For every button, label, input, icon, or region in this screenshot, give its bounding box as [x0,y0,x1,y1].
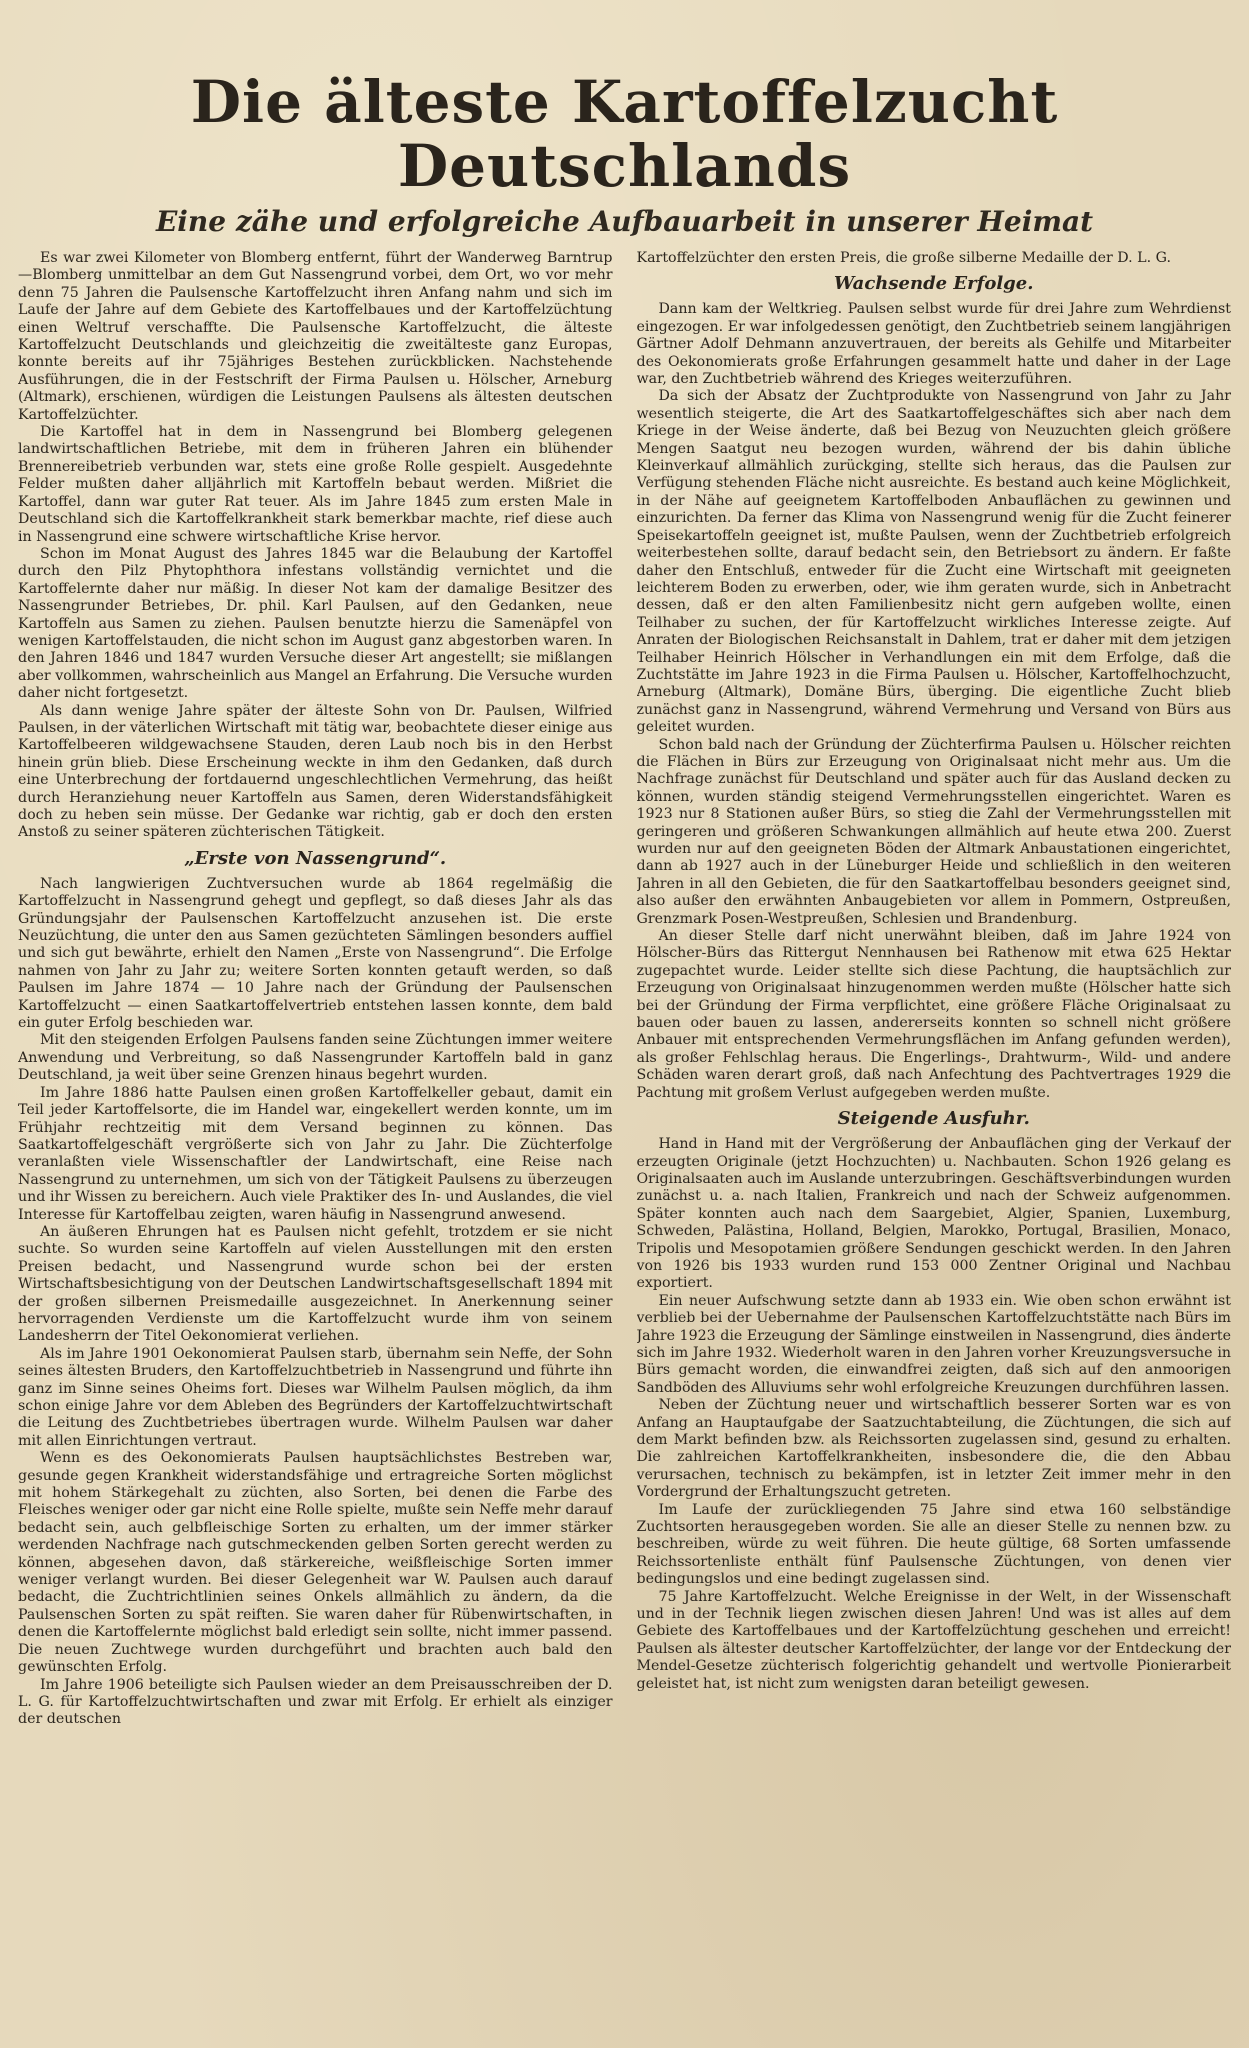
paragraph: Wenn es des Oekonomierats Paulsen hauptsächlichstes Bestreben war, gesunde gegen Krankheit widerstandsfähige und ertragreiche Sorten möglichst mit hohem Stärkegehalt zu züchten, also Sorten, bei denen die Farbe des Fleisches weniger oder gar nicht eine Rolle spielte, mußte sein Neffe mehr darauf bedacht sein, auch gelbfleischige Sorten zu erhalten, um der immer stärker werdenden Nachfrage nach gutschmeckenden gelben Sorten gerecht werden zu können, abgesehen davon, daß stärkereiche, weißfleischige Sorten immer weniger verlangt wurden. Bei dieser Gelegenheit war W. Paulsen auch darauf bedacht, die Zuchtrichtlinien seines Onkels allmählich zu ändern, da die Paulsenschen Sorten zu spät reiften. Sie waren daher für Rübenwirtschaften, in denen die Kartoffelernte möglichst bald erledigt sein sollte, nicht immer passend. Die neuen Zuchtwege wurden durchgeführt und brachten auch bald den gewünschten Erfolg. [18,1450,613,1676]
paragraph: Nach langwierigen Zuchtversuchen wurde ab 1864 regelmäßig die Kartoffelzucht in Nassengrund gehegt und gepflegt, so daß dieses Jahr als das Gründungsjahr der Paulsenschen Kartoffelzucht anzusehen ist. Die erste Neuzüchtung, die unter den aus Samen gezüchteten Sämlingen besonders auffiel und sich gut bewährte, erhielt den Namen „Erste von Nassengrund“. Die Erfolge nahmen von Jahr zu Jahr zu; weitere Sorten konnten getauft werden, so daß Paulsen im Jahre 1874 — 10 Jahre nach der Gründung der Paulsenschen Kartoffelzucht — einen Saatkartoffelvertrieb entstehen lassen konnte, dem bald ein guter Erfolg beschieden war. [18,875,613,1032]
section-heading: Steigende Ausfuhr. [837,1108,1030,1130]
paragraph: Die Kartoffel hat in dem in Nassengrund bei Blomberg gelegenen landwirtschaftlichen Betriebe, mit dem in früheren Jahren ein blühender Brennereibetrieb verbunden war, stets eine große Rolle gespielt. Ausgedehnte Felder mußten daher alljährlich mit Kartoffeln bebaut werden. Mißriet die Kartoffel, dann war guter Rat teuer. Als im Jahre 1845 zum ersten Male in Deutschland sich die Kartoffelkrankheit stark bemerkbar machte, rief diese auch in Nassengrund eine schwere wirtschaftliche Krise hervor. [18,424,613,545]
paragraph: Kartoffelzüchter den ersten Preis, die große silberne Medaille der D. L. G. [636,250,1171,266]
headline: Die älteste Kartoffelzucht Deutschlands [190,68,1059,200]
paragraph: Dann kam der Weltkrieg. Paulsen selbst wurde für drei Jahre zum Wehrdienst eingezogen. Er war infolgedessen genötigt, den Zuchtbetrieb seinem langjährigen Gärtner Adolf Dehmann anzuvertrauen, der bereits als Gehilfe und Mitarbeiter des Oekonomierats große Erfahrungen gesammelt hatte und daher in der Lage war, den Zuchtbetrieb während des Krieges weiterzuführen. [636,301,1231,388]
paragraph: 75 Jahre Kartoffelzucht. Welche Ereignisse in der Welt, in der Wissenschaft und in der Technik liegen zwischen diesen Jahren! Und was ist alles auf dem Gebiete des Kartoffelbaues und der Kartoffelzüchtung geschehen und erreicht! Paulsen als ältester deutscher Kartoffelzüchter, der lange vor der Entdeckung der Mendel-Gesetze züchterisch folgerichtig gehandelt und wertvolle Pionierarbeit geleistet hat, ist nicht zum wenigsten daran beteiligt gewesen. [636,1588,1231,1692]
paragraph: Neben der Züchtung neuer und wirtschaftlich besserer Sorten war es von Anfang an Hauptaufgabe der Saatzuchtabteilung, die Züchtungen, die sich auf dem Markt befinden bzw. als Reichssorten zugelassen sind, gesund zu erhalten. Die zahlreichen Kartoffelkrankheiten, insbesondere die, die den Abbau verursachen, technisch zu bekämpfen, ist in letzter Zeit immer mehr in den Vordergrund der Erhaltungszucht getreten. [636,1397,1231,1501]
paragraph: Als im Jahre 1901 Oekonomierat Paulsen starb, übernahm sein Neffe, der Sohn seines ältesten Bruders, den Kartoffelzuchtbetrieb in Nassengrund und führte ihn ganz im Sinne seines Oheims fort. Dieses war Wilhelm Paulsen möglich, da ihm schon einige Jahre vor dem Ableben des Begründers der Kartoffelzuchtwirtschaft die Leitung des Zuchtbetriebes übertragen wurde. Wilhelm Paulsen war daher mit allen Einrichtungen vertraut. [18,1345,613,1449]
paragraph: Schon bald nach der Gründung der Züchterfirma Paulsen u. Hölscher reichten die Flächen in Bürs zur Erzeugung von Originalsaat nicht mehr aus. Um die Nachfrage zunächst für Deutschland und später auch für das Ausland decken zu können, wurden ständig steigend Vermehrungsstellen eingerichtet. Waren es 1923 nur 8 Stationen außer Bürs, so stieg die Zahl der Vermehrungsstellen mit geringeren und größeren Schwankungen allmählich auf heute etwa 200. Zuerst wurden nur auf den geeigneten Böden der Altmark Anbaustationen eingerichtet, dann ab 1927 auch in der Lüneburger Heide und schließlich in den weiteren Jahren in all den Gebieten, die für den Saatkartoffelbau besonders geeignet sind, also außer den erwähnten Anbaugebieten vor allem in Pommern, Ostpreußen, Grenzmark Posen-Westpreußen, Schlesien und Brandenburg. [636,736,1231,927]
paragraph: Es war zwei Kilometer von Blomberg entfernt, führt der Wanderweg Barntrup—Blomberg unmittelbar an dem Gut Nassengrund vorbei, dem Ort, wo vor mehr denn 75 Jahren die Paulsensche Kartoffelzucht ihren Anfang nahm und sich im Laufe der Jahre auf dem Gebiete des Kartoffelbaues und der Kartoffelzüchtung einen Weltruf verschaffte. Die Paulsensche Kartoffelzucht, die älteste Kartoffelzucht Deutschlands und gleichzeitig die zweitälteste ganz Europas, konnte bereits auf ihr 75jähriges Bestehen zurückblicken. Nachstehende Ausführungen, die in der Festschrift der Firma Paulsen u. Hölscher, Arneburg (Altmark), erschienen, würdigen die Leistungen Paulsens als ältesten deutschen Kartoffelzüchter. [18,250,613,423]
left-column [18,250,613,2048]
paragraph: Im Jahre 1886 hatte Paulsen einen großen Kartoffelkeller gebaut, damit ein Teil jeder Kartoffelsorte, die im Handel war, eingekellert werden konnte, um im Frühjahr rechtzeitig mit dem Versand beginnen zu können. Das Saatkartoffelgeschäft vergrößerte sich von Jahr zu Jahr. Die Züchterfolge veranlaßten viele Wissenschaftler der Landwirtschaft, eine Reise nach Nassengrund zu unternehmen, um sich von der Tätigkeit Paulsens zu überzeugen und ihr Wissen zu bereichern. Auch viele Praktiker des In- und Auslandes, die viel Interesse für Kartoffelbau zeigten, waren häufig in Nassengrund anwesend. [18,1084,613,1223]
paragraph: Als dann wenige Jahre später der älteste Sohn von Dr. Paulsen, Wilfried Paulsen, in der väterlichen Wirtschaft mit tätig war, beobachtete dieser einige aus Kartoffelbeeren wildgewachsene Stauden, deren Laub noch bis in den Herbst hinein grün blieb. Diese Erscheinung weckte in ihm den Gedanken, daß durch eine Unterbrechung der fortdauernd ungeschlechtlichen Vermehrung, das heißt durch Heranziehung neuer Kartoffeln aus Samen, deren Widerstandsfähigkeit doch zu heben sein müsse. Der Gedanke war richtig, gab er doch den ersten Anstoß zu seiner späteren züchterischen Tätigkeit. [18,702,613,841]
paragraph: Ein neuer Aufschwung setzte dann ab 1933 ein. Wie oben schon erwähnt ist verblieb bei der Uebernahme der Paulsenschen Kartoffelzuchtstätte nach Bürs im Jahre 1923 die Erzeugung der Sämlinge einstweilen in Nassengrund, dies änderte sich im Jahre 1932. Wiederholt waren in den Jahren vorher Kreuzungsversuche in Bürs gemacht worden, die einwandfrei zeigten, daß sich auf den anmoorigen Sandböden des Alluviums sehr wohl erfolgreiche Kreuzungen durchführen lassen. [636,1292,1231,1396]
section-heading: „Erste von Nassengrund“. [184,847,447,869]
paragraph: Im Jahre 1906 beteiligte sich Paulsen wieder an dem Preisausschreiben der D. L. G. für Kartoffelzuchtwirtschaften und zwar mit Erfolg. Er erhielt als einziger der deutschen [18,1676,613,1728]
right-column [637,250,1232,2048]
section-heading: Wachsende Erfolge. [834,273,1034,295]
paragraph: Schon im Monat August des Jahres 1845 war die Belaubung der Kartoffel durch den Pilz Phytophthora infestans vollständig vernichtet und die Kartoffelernte daher nur mäßig. In dieser Not kam der damalige Besitzer des Nassengrunder Betriebes, Dr. phil. Karl Paulsen, auf den Gedanken, neue Kartoffeln aus Samen zu ziehen. Paulsen benutzte hierzu die Samenäpfel von wenigen Kartoffelstauden, die nicht schon im August ganz abgestorben waren. In den Jahren 1846 und 1847 wurden Versuche dieser Art angestellt; sie mißlangen aber vollkommen, wahrscheinlich aus Mangel an Erfahrung. Die Versuche wurden daher nicht fortgesetzt. [18,545,613,702]
paragraph: Mit den steigenden Erfolgen Paulsens fanden seine Züchtungen immer weitere Anwendung und Verbreitung, so daß Nassengrunder Kartoffeln bald in ganz Deutschland, ja weit über seine Grenzen hinaus begehrt wurden. [18,1032,613,1084]
subheadline: Eine zähe und erfolgreiche Aufbauarbeit in unserer Heimat [155,205,1094,238]
paragraph: Im Laufe der zurückliegenden 75 Jahre sind etwa 160 selbständige Zuchtsorten herausgegeben worden. Sie alle an dieser Stelle zu nennen bzw. zu beschreiben, würde zu weit führen. Die heute gültige, 68 Sorten umfassende Reichssortenliste enthält fünf Paulsensche Züchtungen, von denen vier bedingungslos und eine bedingt zugelassen sind. [636,1501,1231,1588]
paragraph: An äußeren Ehrungen hat es Paulsen nicht gefehlt, trotzdem er sie nicht suchte. So wurden seine Kartoffeln auf vielen Ausstellungen mit den ersten Preisen bedacht, und Nassengrund wurde schon bei der ersten Wirtschaftsbesichtigung von der Deutschen Landwirtschaftsgesellschaft 1894 mit der großen silbernen Preismedaille ausgezeichnet. In Anerkennung seiner hervorragenden Verdienste um die Kartoffelzucht wurde ihm von seinem Landesherrn der Titel Oekonomierat verliehen. [18,1223,613,1345]
paragraph: An dieser Stelle darf nicht unerwähnt bleiben, daß im Jahre 1924 von Hölscher-Bürs das Rittergut Nennhausen bei Rathenow mit etwa 625 Hektar zugepachtet wurde. Leider stellte sich diese Pachtung, die hauptsächlich zur Erzeugung von Originalsaat hinzugenommen werden mußte (Hölscher hatte sich bei der Gründung der Firma verpflichtet, eine größere Fläche Originalsaat zu bauen oder bauen zu lassen, andererseits konnten so schnell nicht größere Anbauer mit entsprechenden Vermehrungsflächen im Anfang gefunden werden), als großer Fehlschlag heraus. Die Engerlings-, Drahtwurm-, Wild- und andere Schäden waren derart groß, daß nach Anfechtung des Pachtvertrages 1929 die Pachtung mit großem Verlust aufgegeben werden mußte. [636,928,1231,1101]
paragraph: Hand in Hand mit der Vergrößerung der Anbauflächen ging der Verkauf der erzeugten Originale (jetzt Hochzuchten) u. Nachbauten. Schon 1926 gelang es Originalsaaten auch im Auslande unterzubringen. Geschäftsverbindungen wurden zunächst u. a. nach Italien, Frankreich und nach der Schweiz aufgenommen. Später konnten auch nach dem Saargebiet, Algier, Spanien, Luxemburg, Schweden, Palästina, Holland, Belgien, Marokko, Portugal, Brasilien, Monaco, Tripolis und Mesopotamien größere Sendungen geschickt werden. In den Jahren von 1926 bis 1933 wurden rund 153 000 Zentner Original und Nachbau exportiert. [636,1136,1231,1292]
paragraph: Da sich der Absatz der Zuchtprodukte von Nassengrund von Jahr zu Jahr wesentlich steigerte, die Art des Saatkartoffelgeschäftes sich aber nach dem Kriege in der Weise änderte, daß bei Bezug von Neuzuchten gleich größere Mengen Saatgut neu bezogen wurden, während der bis dahin übliche Kleinverkauf allmählich zurückging, stellte sich heraus, das die Paulsen zur Verfügung stehenden Fläche nicht ausreichte. Es bestand auch keine Möglichkeit, in der Nähe auf geeignetem Kartoffelboden Anbauflächen zu gewinnen und einzurichten. Da ferner das Klima von Nassengrund wenig für die Zucht feinerer Speisekartoffeln geeignet ist, mußte Paulsen, wenn der Zuchtbetrieb erfolgreich weiterbestehen sollte, darauf bedacht sein, den Betriebsort zu ändern. Er faßte daher den Entschluß, entweder für die Zucht eine Wirtschaft mit geeigneten leichterem Boden zu erwerben, oder, wie ihm geraten wurde, sich in Anbetracht dessen, daß er den alten Familienbesitz nicht gern aufgeben wollte, einen Teilhaber zu suchen, der für Kartoffelzucht wirkliches Interesse zeigte. Auf Anraten der Biologischen Reichsanstalt in Dahlem, trat er daher mit dem jetzigen Teilhaber Heinrich Hölscher in Verhandlungen ein mit dem Erfolge, daß die Zuchtstätte im Jahre 1923 in die Firma Paulsen u. Hölscher, Kartoffelhochzucht, Arneburg (Altmark), Domäne Bürs, überging. Die eigentliche Zucht blieb zunächst ganz in Nassengrund, während Vermehrung und Versand von Bürs aus geleitet wurden. [636,388,1231,736]
article-columns [18,250,1231,2048]
